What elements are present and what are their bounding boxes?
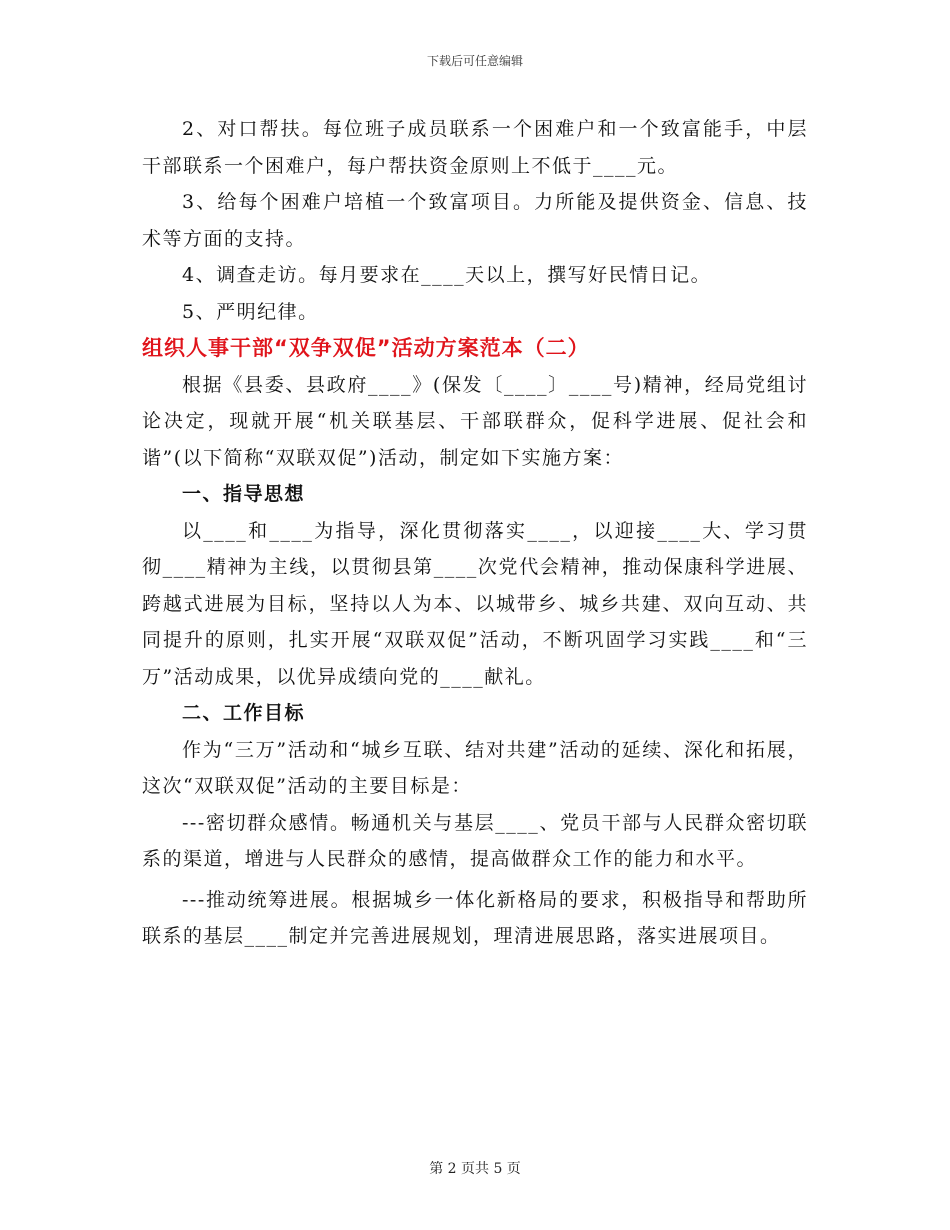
guiding-thought-paragraph: 以____和____为指导，深化贯彻落实____，以迎接____大、学习贯彻____精神为主线，以贯彻县第____次党代会精神，推动保康科学进展、跨越式进展为目标，坚持以人为本、以城带乡、城乡共建、双向互动、共同提升的原则，扎实开展“双联双促”活动，不断巩固学习实践____和“三万”活动成果，以优异成绩向党的____献礼。 [142,519,808,688]
goal-item-feelings: ---密切群众感情。畅通机关与基层____、党员干部与人民群众密切联系的渠道，增进与人民群众的感情，提高做群众工作的能力和水平。 [142,811,808,870]
heading-work-goals: 二、工作目标 [182,702,306,724]
paragraph-item-4: 4、调查走访。每月要求在____天以上，撰写好民情日记。 [182,264,712,286]
paragraph-item-2: 2、对口帮扶。每位班子成员联系一个困难户和一个致富能手，中层干部联系一个困难户，每户帮扶资金原则上不低于____元。 [142,118,808,177]
intro-paragraph: 根据《县委、县政府____》(保发〔____〕____号)精神，经局党组讨论决定，现就开展“机关联基层、干部联群众，促科学进展、促社会和谐”(以下简称“双联双促”)活动，制定如下实施方案： [142,373,808,469]
paragraph-item-3: 3、给每个困难户培植一个致富项目。力所能及提供资金、信息、技术等方面的支持。 [142,191,808,250]
heading-guiding-thought: 一、指导思想 [182,483,306,505]
goal-item-development: ---推动统筹进展。根据城乡一体化新格局的要求，积极指导和帮助所联系的基层____制定并完善进展规划，理清进展思路，落实进展项目。 [142,888,808,947]
page-number: 第 2 页共 5 页 [429,1161,521,1177]
paragraph-item-5: 5、严明纪律。 [182,300,319,323]
work-goals-paragraph: 作为“三万”活动和“城乡互联、结对共建”活动的延续、深化和拓展，这次“双联双促”活动的主要目标是： [142,738,808,797]
document-body [142,111,808,955]
section-title: 组织人事干部“双争双促”活动方案范本（二） [142,336,590,360]
header-note: 下载后可任意编辑 [426,54,523,68]
